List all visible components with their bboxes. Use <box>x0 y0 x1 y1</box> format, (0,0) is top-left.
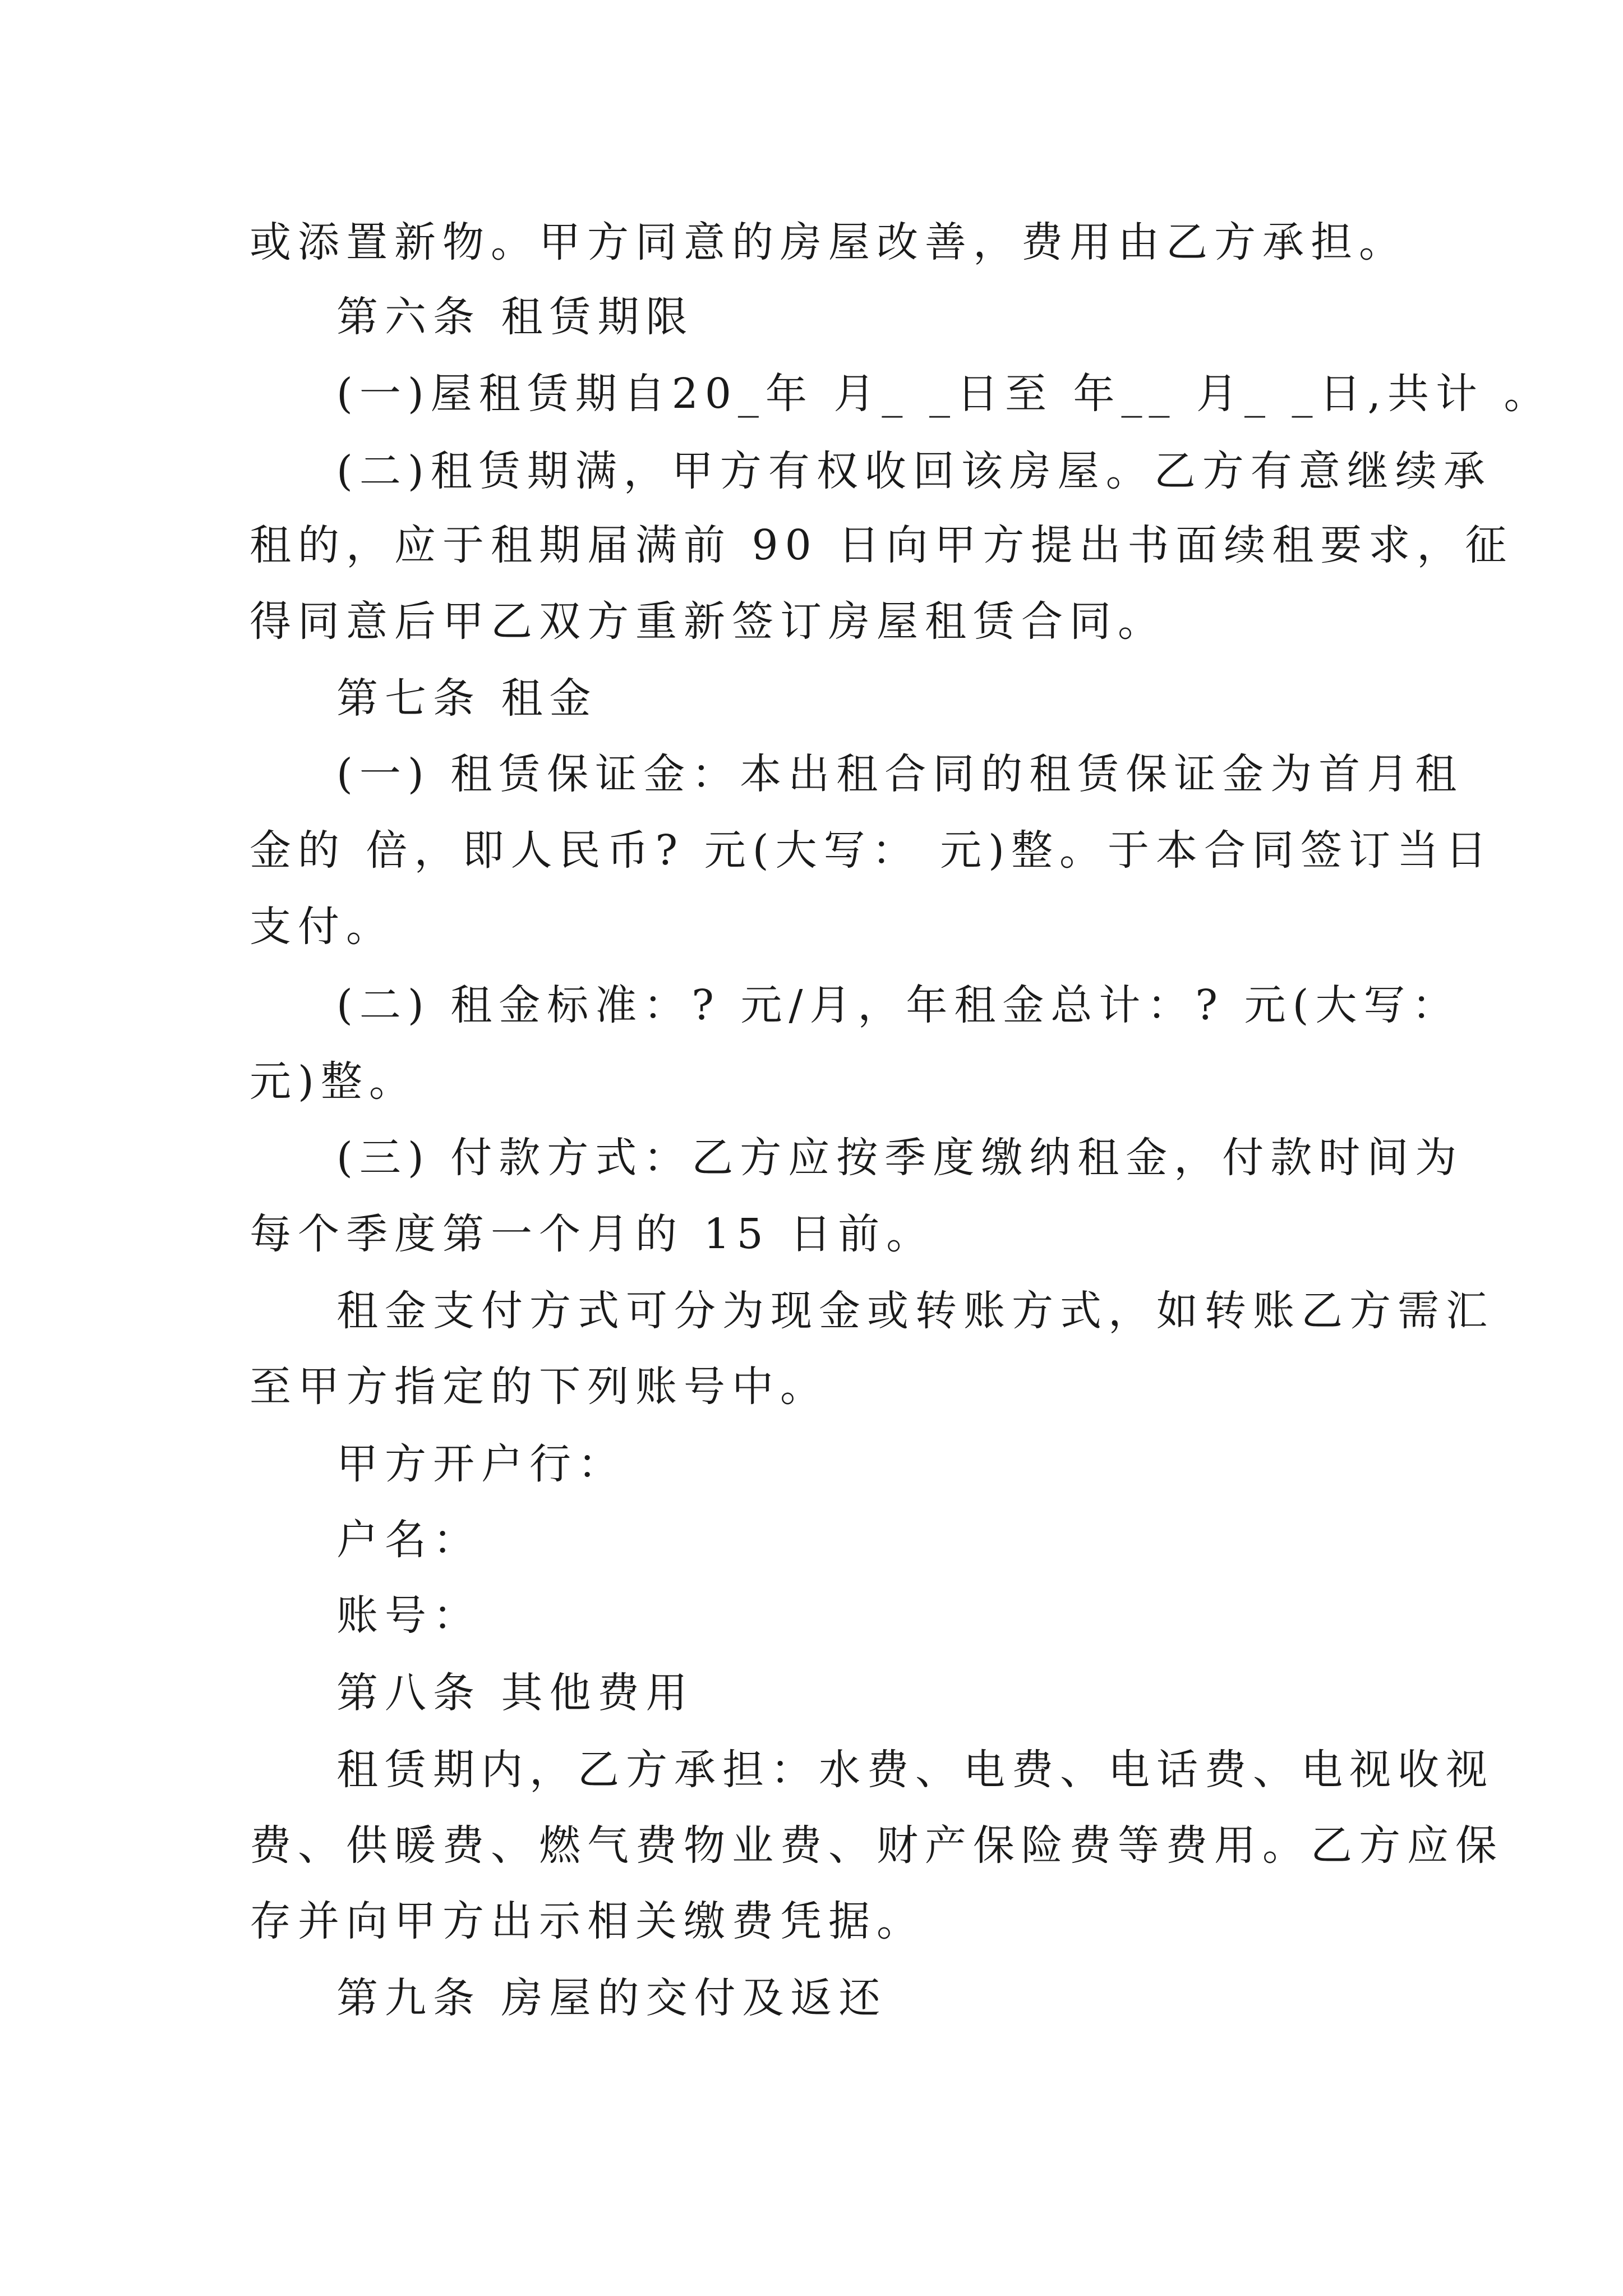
text-line: (二) 租金标准：? 元/月，年租金总计：? 元(大写： <box>336 981 1460 1029</box>
text-line: (一) 租赁保证金：本出租合同的租赁保证金为首月租 <box>336 750 1464 798</box>
article-heading: 第六条 租赁期限 <box>336 293 694 341</box>
text-line: 账号： <box>336 1591 481 1640</box>
text-line: (三) 付款方式：乙方应按季度缴纳租金，付款时间为 <box>336 1134 1464 1182</box>
text-line: 金的 倍，即人民币? 元(大写： 元)整。于本合同签订当日 <box>250 826 1493 875</box>
text-line: 存并向甲方出示相关缴费凭据。 <box>250 1897 925 1945</box>
article-heading: 第九条 房屋的交付及返还 <box>336 1974 887 2022</box>
text-line: 租赁期内，乙方承担：水费、电费、电话费、电视收视 <box>336 1746 1494 1794</box>
text-line: 支付。 <box>250 903 394 951</box>
text-line: 元)整。 <box>250 1057 417 1106</box>
text-line: 至甲方指定的下列账号中。 <box>250 1363 828 1411</box>
text-line: 租的，应于租期届满前 90 日向甲方提出书面续租要求，征 <box>250 521 1514 569</box>
article-heading: 第八条 其他费用 <box>336 1669 694 1717</box>
text-line: (二)租赁期满，甲方有权收回该房屋。乙方有意继续承 <box>336 447 1492 495</box>
text-line: 费、供暖费、燃气费物业费、财产保险费等费用。乙方应保 <box>250 1821 1504 1870</box>
text-line: (一)屋租赁期自20_年 月_ _日至 年__ 月_ _日,共计 。 <box>336 370 1552 418</box>
text-line: 或添置新物。甲方同意的房屋改善，费用由乙方承担。 <box>250 218 1407 266</box>
text-line: 每个季度第一个月的 15 日前。 <box>250 1210 935 1258</box>
text-line: 租金支付方式可分为现金或转账方式，如转账乙方需汇 <box>336 1287 1494 1335</box>
text-line: 户名： <box>336 1516 481 1564</box>
article-heading: 第七条 租金 <box>336 674 598 723</box>
text-line: 得同意后甲乙双方重新签订房屋租赁合同。 <box>250 597 1166 646</box>
text-line: 甲方开户行： <box>336 1440 626 1488</box>
